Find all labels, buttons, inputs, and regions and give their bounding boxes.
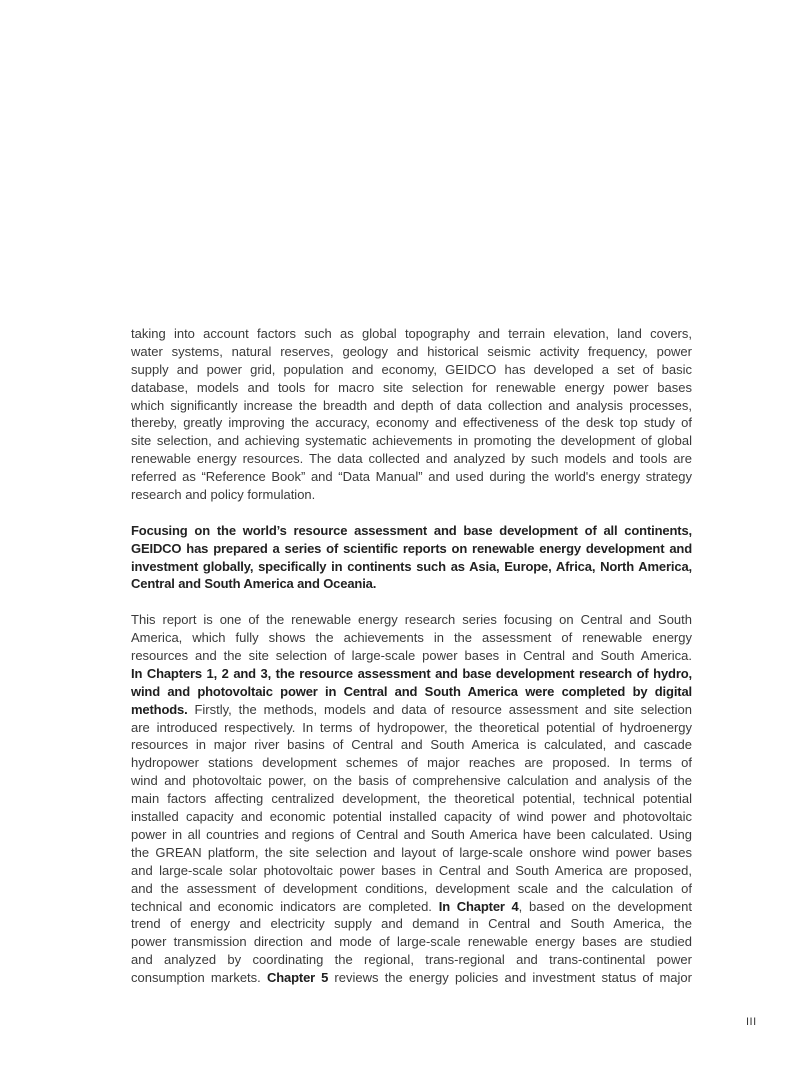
text-segment: This report is one of the renewable energy research series focusing on Central and South bbox=[131, 612, 692, 628]
text-line bbox=[131, 790, 692, 808]
body-text bbox=[131, 325, 692, 1005]
text-segment: which significantly increase the breadth and depth of data collection and analysis processes, bbox=[131, 397, 692, 413]
text-line bbox=[131, 915, 692, 933]
text-segment: wind and photovoltaic power, on the basis of comprehensive calculation and analysis of the bbox=[131, 773, 692, 789]
text-line bbox=[131, 397, 692, 415]
text-line bbox=[131, 361, 692, 379]
text-segment: main factors affecting centralized development, the theoretical potential, technical potential bbox=[131, 791, 692, 807]
text-segment: consumption markets. bbox=[131, 970, 267, 986]
emphasized-text: In Chapter 4 bbox=[438, 898, 519, 914]
text-segment: technical and economic indicators are completed. bbox=[131, 898, 439, 914]
text-line bbox=[131, 629, 692, 647]
text-line bbox=[131, 898, 692, 916]
page-number: III bbox=[746, 1016, 757, 1028]
text-line bbox=[131, 647, 692, 665]
text-segment: GEIDCO has prepared a series of scientific reports on renewable energy development and bbox=[131, 540, 692, 556]
text-segment: supply and power grid, population and economy, GEIDCO has developed a set of basic bbox=[131, 361, 692, 377]
text-segment: America, which fully shows the achievements in the assessment of renewable energy bbox=[131, 630, 692, 646]
text-line bbox=[131, 665, 692, 683]
text-line bbox=[131, 933, 692, 951]
text-segment: database, models and tools for macro site selection for renewable energy power bases bbox=[131, 379, 692, 395]
emphasized-text: methods. bbox=[131, 701, 188, 717]
paragraph bbox=[131, 325, 692, 504]
text-segment: trend of energy and electricity supply and demand in Central and South America, the bbox=[131, 916, 692, 932]
text-line bbox=[131, 880, 692, 898]
text-line bbox=[131, 468, 692, 486]
text-line bbox=[131, 736, 692, 754]
text-segment: the GREAN platform, the site selection and layout of large-scale onshore wind power bases bbox=[131, 844, 692, 860]
text-line bbox=[131, 826, 692, 844]
emphasized-text: In Chapters 1, 2 and 3, the resource assessment and base development research of hydro, bbox=[131, 665, 692, 681]
paragraph bbox=[131, 611, 692, 987]
text-segment: water systems, natural reserves, geology and historical seismic activity frequency, power bbox=[131, 343, 692, 359]
text-segment: referred as “Reference Book” and “Data Manual” and used during the world's energy strategy bbox=[131, 469, 692, 485]
text-line bbox=[131, 683, 692, 701]
text-segment: renewable energy resources. The data collected and analyzed by such models and tools are bbox=[131, 451, 692, 467]
text-segment: and the assessment of development conditions, development scale and the calculation of bbox=[131, 880, 692, 896]
text-line bbox=[131, 325, 692, 343]
text-line bbox=[131, 808, 692, 826]
text-line bbox=[131, 611, 692, 629]
text-line bbox=[131, 862, 692, 880]
text-segment: taking into account factors such as global topography and terrain elevation, land covers, bbox=[131, 326, 692, 341]
text-line bbox=[131, 951, 692, 969]
text-line bbox=[131, 701, 692, 719]
text-segment: are introduced respectively. In terms of hydropower, the theoretical potential of hydroenergy bbox=[131, 719, 692, 735]
text-segment: investment globally, specifically in continents such as Asia, Europe, Africa, North America, bbox=[131, 558, 692, 574]
text-segment: Focusing on the world’s resource assessment and base development of all continents, bbox=[131, 522, 692, 538]
emphasized-text: wind and photovoltaic power in Central and South America were completed by digital bbox=[131, 683, 692, 699]
text-line bbox=[131, 379, 692, 397]
text-line bbox=[131, 575, 692, 593]
text-line bbox=[131, 719, 692, 737]
text-segment: hydropower stations development schemes of major reaches are proposed. In terms of bbox=[131, 755, 692, 771]
text-segment: reviews the energy policies and investment status of major bbox=[328, 970, 692, 986]
text-line bbox=[131, 414, 692, 432]
text-segment: power in all countries and regions of Central and South America have been calculated. Using bbox=[131, 826, 692, 842]
text-segment: resources and the site selection of large-scale power bases in Central and South America. bbox=[131, 648, 692, 664]
paragraph bbox=[131, 522, 692, 594]
text-segment: Firstly, the methods, models and data of resource assessment and site selection bbox=[187, 701, 692, 717]
text-segment: site selection, and achieving systematic achievements in promoting the development of global bbox=[131, 433, 692, 449]
text-segment: power transmission direction and mode of large-scale renewable energy bases are studied bbox=[131, 934, 692, 950]
text-line bbox=[131, 450, 692, 468]
text-segment: installed capacity and economic potential installed capacity of wind power and photovoltaic bbox=[131, 809, 692, 825]
text-segment: research and policy formulation. bbox=[131, 487, 316, 503]
text-segment: and analyzed by coordinating the regional, trans-regional and trans-continental power bbox=[131, 952, 692, 968]
text-line bbox=[131, 486, 692, 504]
text-line bbox=[131, 343, 692, 361]
text-line bbox=[131, 754, 692, 772]
text-line bbox=[131, 844, 692, 862]
text-segment: thereby, greatly improving the accuracy, economy and effectiveness of the desk top study of bbox=[131, 415, 692, 431]
text-line bbox=[131, 772, 692, 790]
text-line bbox=[131, 432, 692, 450]
text-segment: Central and South America and Oceania. bbox=[131, 576, 377, 592]
text-segment: resources in major river basins of Central and South America is calculated, and cascade bbox=[131, 737, 692, 753]
text-line bbox=[131, 540, 692, 558]
text-line bbox=[131, 969, 692, 987]
emphasized-text: Chapter 5 bbox=[266, 970, 329, 986]
text-line bbox=[131, 558, 692, 576]
text-segment: , based on the development bbox=[518, 898, 692, 914]
text-line bbox=[131, 522, 692, 540]
text-segment: and large-scale solar photovoltaic power bases in Central and South America are proposed, bbox=[131, 862, 692, 878]
